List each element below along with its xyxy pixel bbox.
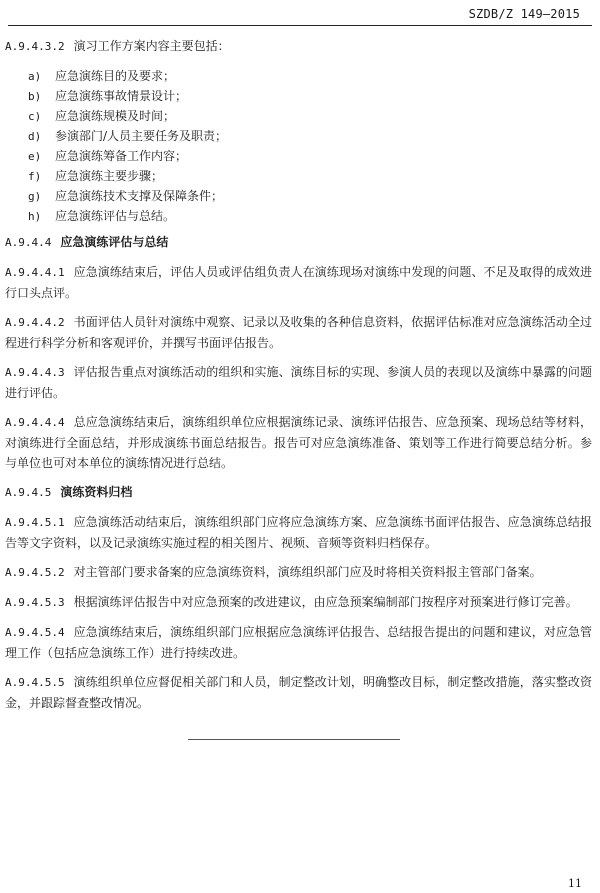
section-heading-a-9-4-4	[5, 232, 592, 253]
clause-text: 对主管部门要求备案的应急演练资料，演练组织部门应及时将相关资料报主管部门备案。	[73, 565, 542, 579]
header-rule	[8, 25, 592, 26]
list-item	[28, 86, 592, 106]
list-item-label: f)	[28, 170, 42, 183]
clause-a-9-4-5-3	[5, 592, 592, 613]
list-item-label: b)	[28, 90, 42, 103]
clause-text: 书面评估人员针对演练中观察、记录以及收集的各种信息资料，依据评估标准对应急演练活动全过程进行科学分析和客观评价，并撰写书面评估报告。	[5, 315, 592, 350]
list-item	[28, 146, 592, 166]
clause-text: 评估报告重点对演练活动的组织和实施、演练目标的实现、参演人员的表现以及演练中暴露的问题进行评估。	[5, 365, 592, 400]
section-title: 应急演练评估与总结	[60, 235, 169, 249]
document-code: SZDB/Z 149—2015	[468, 7, 580, 21]
section-number: A.9.4.4	[5, 236, 52, 249]
clause-text: 应急演练结束后，评估人员或评估组负责人在演练现场对演练中发现的问题、不足及取得的成效进行口头点评。	[5, 265, 592, 300]
clause-a-9-4-5-5	[5, 672, 592, 713]
clause-number: A.9.4.3.2	[5, 40, 65, 53]
list-item-label: g)	[28, 190, 42, 203]
clause-text: 应急演练结束后，演练组织部门应根据应急演练评估报告、总结报告提出的问题和建议，对应急管理工作（包括应急演练工作）进行持续改进。	[5, 625, 592, 660]
list-item	[28, 206, 592, 226]
clause-a-9-4-4-3	[5, 362, 592, 403]
clause-a-9-4-4-2	[5, 312, 592, 353]
list-item	[28, 66, 592, 86]
clause-text: 应急演练活动结束后，演练组织部门应将应急演练方案、应急演练书面评估报告、应急演练总结报告等文字资料，以及记录演练实施过程的相关图片、视频、音频等资料归档保存。	[5, 515, 592, 550]
list-item	[28, 166, 592, 186]
list-item-text: 应急演练目的及要求；	[55, 69, 176, 83]
clause-number: A.9.4.5.4	[5, 626, 65, 639]
clause-text: 演习工作方案内容主要包括：	[73, 39, 230, 53]
list-item-label: d)	[28, 130, 42, 143]
page-body	[5, 36, 592, 722]
work-plan-content-list	[5, 66, 592, 226]
list-item-text: 应急演练筹备工作内容；	[55, 149, 188, 163]
clause-number: A.9.4.5.2	[5, 566, 65, 579]
clause-number: A.9.4.5.5	[5, 676, 65, 689]
list-item-text: 应急演练主要步骤；	[55, 169, 164, 183]
list-item-text: 参演部门/人员主要任务及职责；	[55, 129, 228, 143]
list-item	[28, 186, 592, 206]
clause-number: A.9.4.4.1	[5, 266, 65, 279]
clause-a-9-4-5-4	[5, 622, 592, 663]
clause-a-9-4-3-2	[5, 36, 592, 57]
list-item-text: 应急演练评估与总结。	[55, 209, 176, 223]
list-item-text: 应急演练事故情景设计；	[55, 89, 188, 103]
clause-text: 总应急演练结束后，演练组织单位应根据演练记录、演练评估报告、应急预案、现场总结等材料，对演练进行全面总结，并形成演练书面总结报告。报告可对应急演练准备、策划等工作进行简要总结分析。参与单位也可对本单位的演练情况进行总结。	[5, 415, 592, 470]
list-item-label: h)	[28, 210, 42, 223]
section-number: A.9.4.5	[5, 486, 52, 499]
section-heading-a-9-4-5	[5, 482, 592, 503]
list-item	[28, 106, 592, 126]
clause-text: 根据演练评估报告中对应急预案的改进建议，由应急预案编制部门按程序对预案进行修订完善。	[73, 595, 578, 609]
section-title: 演练资料归档	[60, 485, 133, 499]
clause-number: A.9.4.4.4	[5, 416, 65, 429]
clause-a-9-4-5-1	[5, 512, 592, 553]
end-of-text-rule	[188, 739, 400, 740]
list-item	[28, 126, 592, 146]
clause-a-9-4-4-1	[5, 262, 592, 303]
clause-a-9-4-5-2	[5, 562, 592, 583]
list-item-text: 应急演练规模及时间；	[55, 109, 176, 123]
clause-number: A.9.4.5.1	[5, 516, 65, 529]
list-item-label: c)	[28, 110, 42, 123]
clause-a-9-4-4-4	[5, 412, 592, 473]
list-item-label: e)	[28, 150, 42, 163]
clause-number: A.9.4.5.3	[5, 596, 65, 609]
page-number: 11	[568, 877, 582, 890]
clause-text: 演练组织单位应督促相关部门和人员，制定整改计划，明确整改目标，制定整改措施，落实整改资金，并跟踪督查整改情况。	[5, 675, 592, 710]
list-item-label: a)	[28, 70, 42, 83]
list-item-text: 应急演练技术支撑及保障条件；	[55, 189, 224, 203]
clause-number: A.9.4.4.2	[5, 316, 65, 329]
clause-number: A.9.4.4.3	[5, 366, 65, 379]
